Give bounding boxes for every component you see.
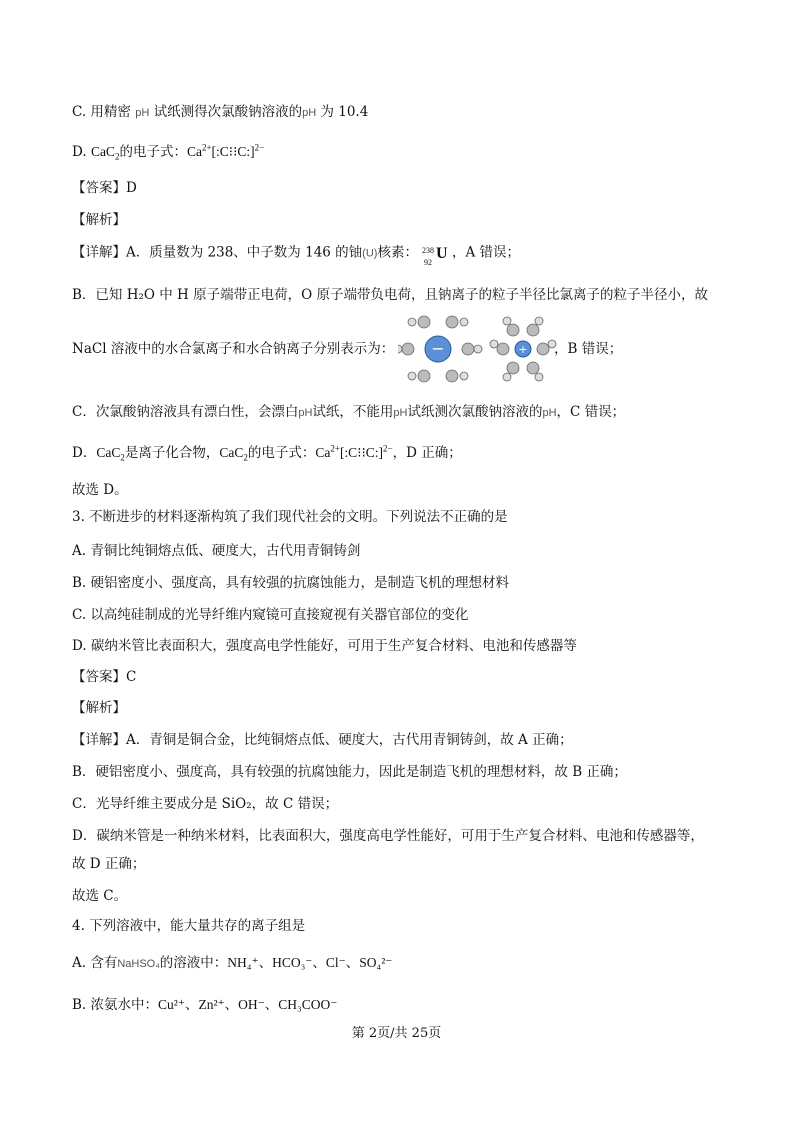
q4-option-b: B. 浓氨水中：Cu²⁺、Zn²⁺、OH⁻、CH₃COO⁻ (72, 997, 338, 1013)
detail-2a: 【详解】A．质量数为 238、中子数为 146 的铀(U)核素： 238 92 U ，A 错误； (72, 242, 520, 264)
electron-formula: $Ca^{2+}[:C⁝⁝C:]^{2-}$ (186, 142, 265, 159)
uranium-nuclide: 238 92 U (421, 245, 448, 267)
q4-option-a: A. 含有NaHSO₄的溶液中：NH₄⁺、HCO₃⁻、Cl⁻、SO₄²⁻ (72, 955, 393, 971)
hydrated-ions-figure (398, 314, 558, 384)
sodium-sign: + (518, 343, 528, 356)
detail-2d: D．CaC$_2$是离子化合物，CaC$_2$的电子式：$Ca^{2+}[:C⁝⁝C:]^{2-}$，D 正确； (72, 443, 462, 463)
choose-3: 故选 C。 (72, 888, 128, 904)
q3-option-b: B. 硬铝密度小、强度高，具有较强的抗腐蚀能力，是制造飞机的理想材料 (72, 575, 510, 591)
detail-3d-line1: D．碳纳米管是一种纳米材料，比表面积大，强度高电学性能好，可用于生产复合材料、电池和传感器等， (72, 828, 704, 844)
page-footer: 第 2页/共 25页 (351, 1026, 442, 1041)
q3-option-a: A. 青铜比纯铜熔点低、硬度大，古代用青铜铸剑 (72, 543, 361, 559)
option-c-prev: C. 用精密 pH 试纸测得次氯酸钠溶液的pH 为 10.4 (72, 104, 369, 120)
detail-3a: 【详解】A．青铜是铜合金，比纯铜熔点低、硬度大，古代用青铜铸剑，故 A 正确； (72, 732, 573, 748)
analysis-2: 【解析】 (72, 212, 126, 228)
hydrated-chloride-icon (398, 316, 482, 382)
q3-option-d: D. 碳纳米管比表面积大，强度高电学性能好，可用于生产复合材料、电池和传感器等 (72, 638, 577, 654)
detail-3b: B．硬铝密度小、强度高，具有较强的抗腐蚀能力，因此是制造飞机的理想材料，故 B 正确； (72, 764, 627, 780)
question-4: 4. 下列溶液中，能大量共存的离子组是 (72, 918, 306, 934)
detail-2c: C．次氯酸钠溶液具有漂白性，会漂白pH试纸，不能用pH试纸测次氯酸钠溶液的pH，C 错误； (72, 404, 626, 420)
analysis-3: 【解析】 (72, 700, 126, 716)
detail-3c: C．光导纤维主要成分是 SiO₂，故 C 错误； (72, 796, 339, 812)
detail-2b-line2: NaCl 溶液中的水合氯离子和水合钠离子分别表示为： (72, 341, 395, 357)
answer-2: 【答案】D (72, 180, 137, 196)
detail-2b-end: ，B 错误； (554, 341, 623, 357)
chloride-sign: − (431, 339, 445, 358)
question-3: 3. 不断进步的材料逐渐构筑了我们现代社会的文明。下列说法不正确的是 (72, 509, 508, 525)
q3-option-c: C. 以高纯硅制成的光导纤维内窥镜可直接窥视有关器官部位的变化 (72, 607, 469, 623)
choose-2: 故选 D。 (72, 482, 128, 498)
option-d-prev: D. CaC$_2$的电子式：$Ca^{2+}[:C⁝⁝C:]^{2-}$ (72, 142, 265, 162)
detail-2b-line1: B．已知 H₂O 中 H 原子端带正电荷，O 原子端带负电荷，且钠离子的粒子半径比氯离子的粒子半径小，故 (72, 287, 708, 303)
answer-3: 【答案】C (72, 669, 137, 685)
detail-3d-line2: 故 D 正确； (72, 856, 146, 872)
hydrated-sodium-icon (490, 317, 556, 381)
